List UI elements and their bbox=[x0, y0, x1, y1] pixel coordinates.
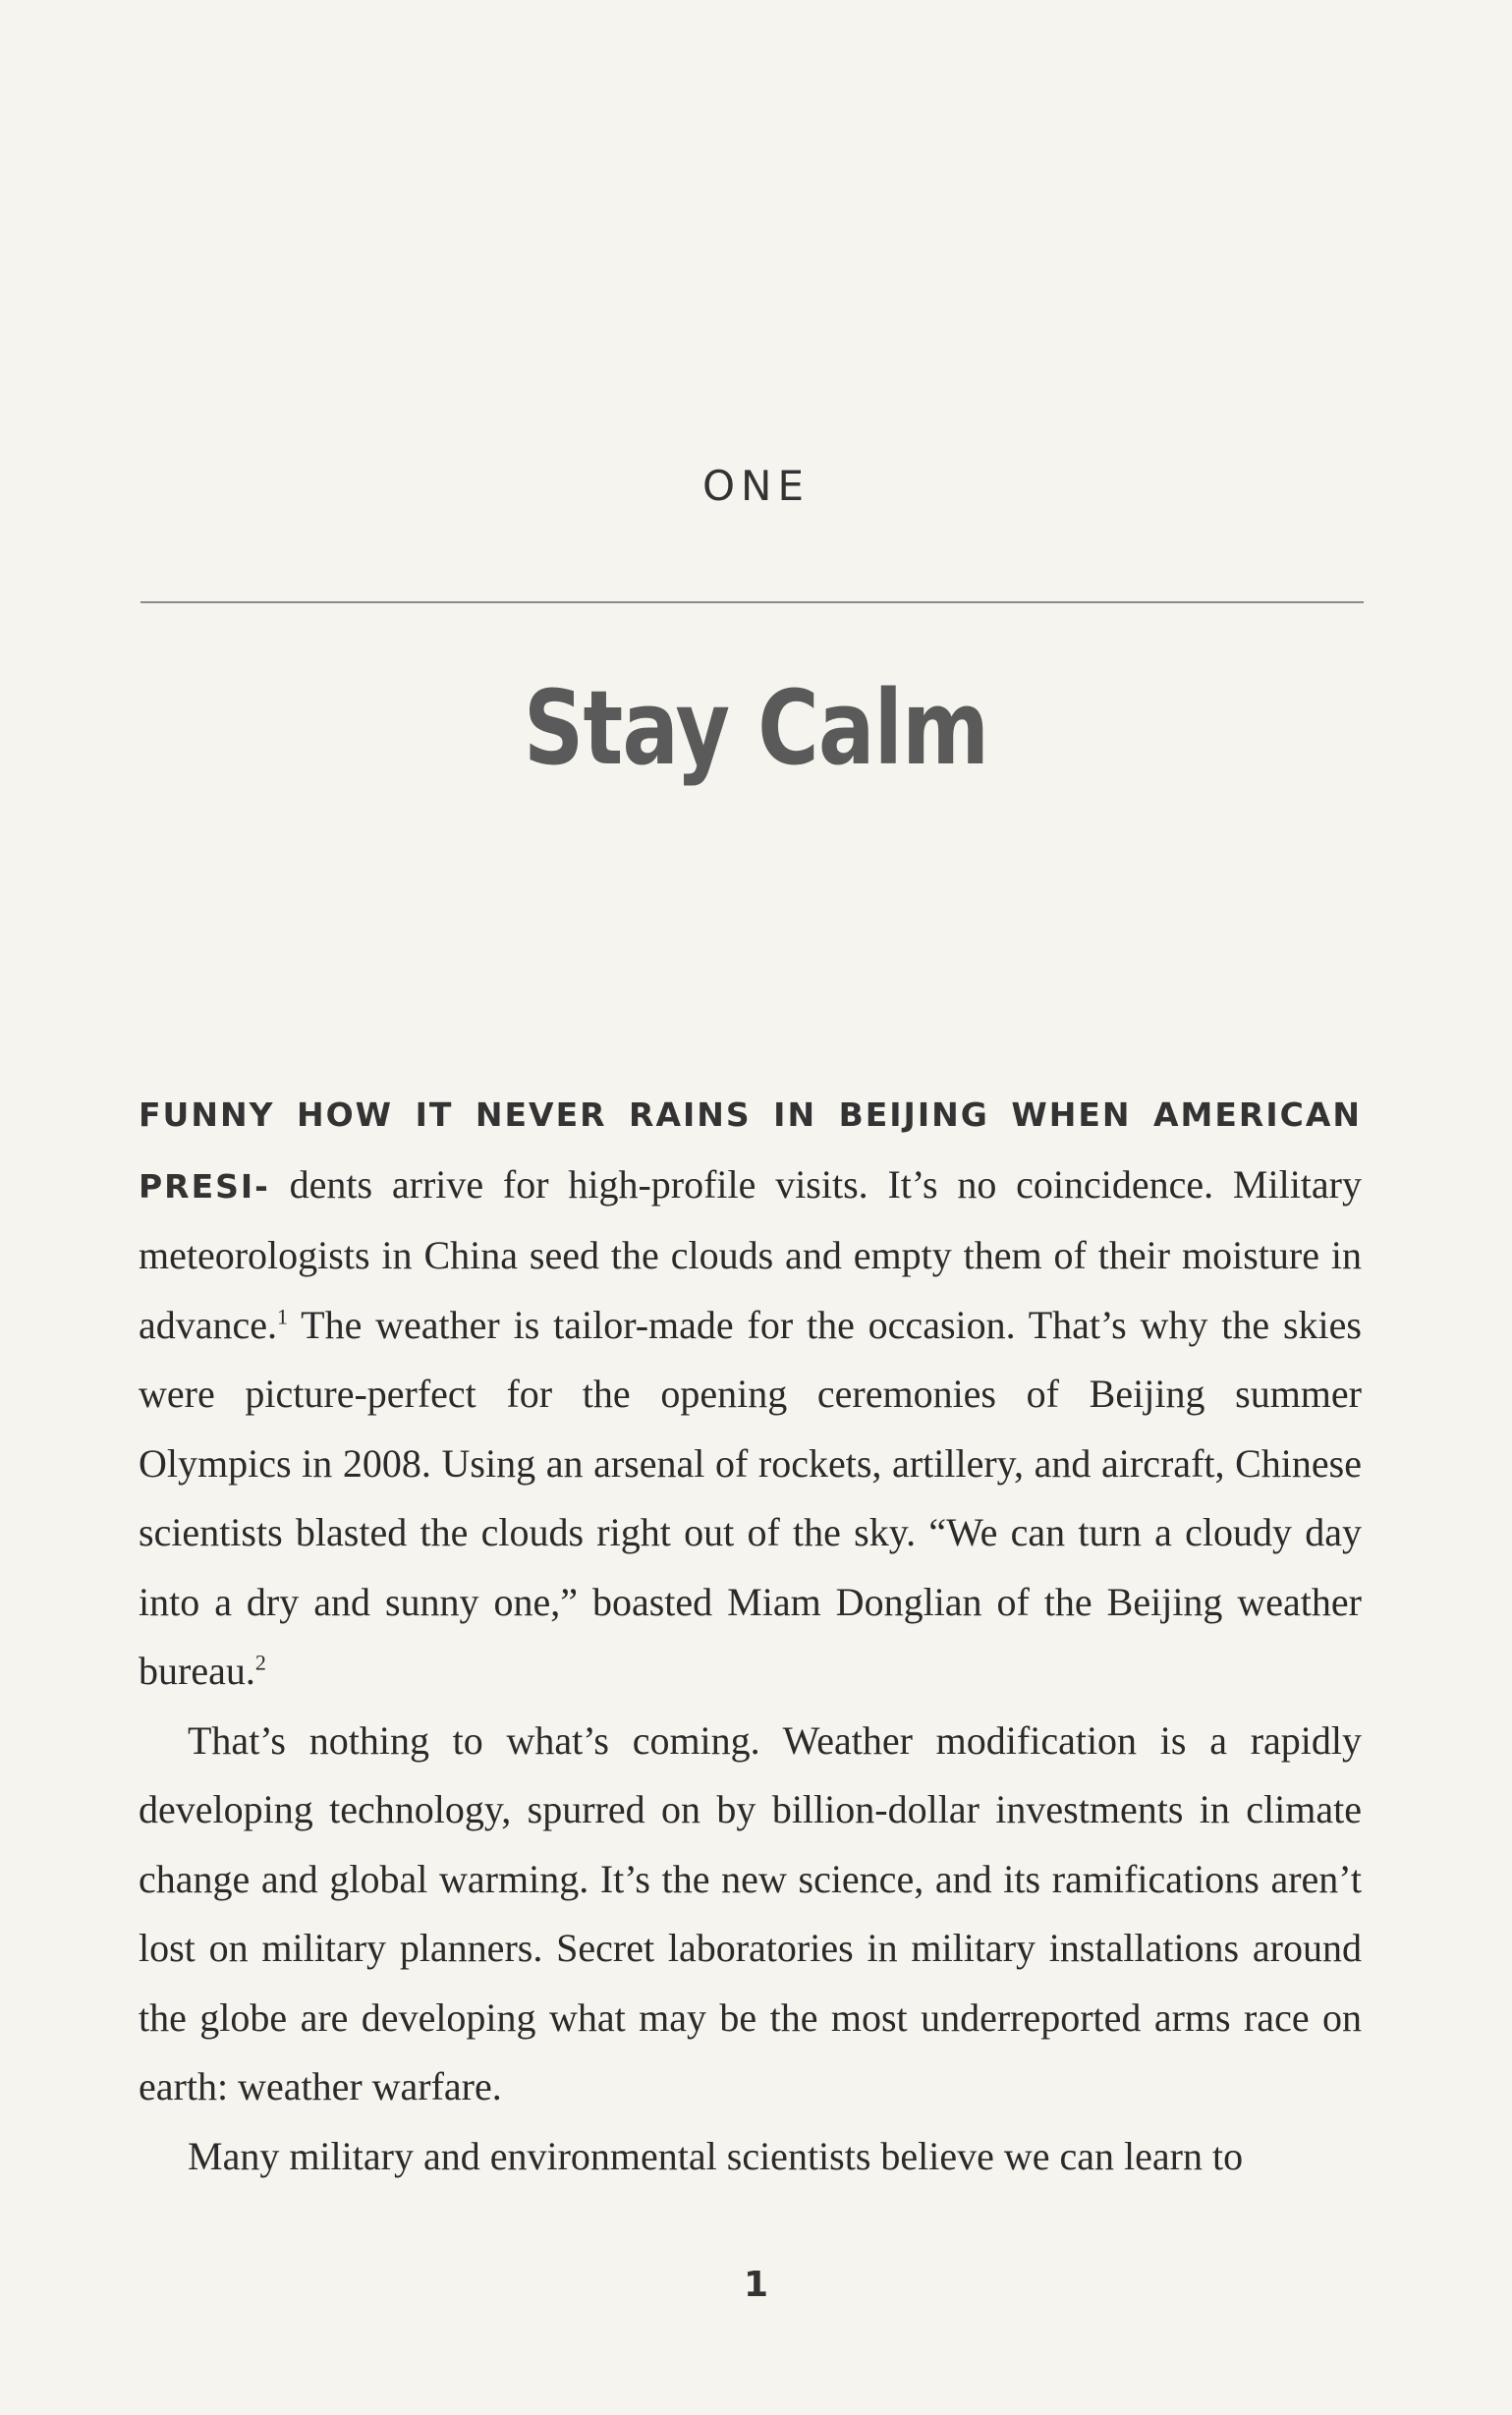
footnote-ref-2: 2 bbox=[254, 1650, 266, 1675]
footnote-ref-1: 1 bbox=[277, 1304, 289, 1329]
paragraph-1 bbox=[139, 1079, 1362, 1707]
chapter-title: Stay Calm bbox=[523, 668, 989, 788]
paragraph-1-text-part-1: dents arrive for high-profile visits. It’s no coincidence. Military meteorologists in China seed the clouds and empty them of their moisture in advance. bbox=[139, 1161, 1362, 1347]
chapter-divider bbox=[140, 601, 1364, 603]
paragraph-1-text-part-2: The weather is tailor-made for the occasion. That’s why the skies were picture-perfect for the opening ceremonies of Beijing summer Olympics in 2008. Using an arsenal of rockets, artillery, and aircraft, Chinese scientists blasted the clouds right out of the sky. “We can turn a cloudy day into a dry and sunny one,” boasted Miam Donglian of the Beijing weather bureau. bbox=[139, 1302, 1362, 1693]
body-text bbox=[139, 1079, 1362, 2191]
paragraph-3: Many military and environmental scientists believe we can learn to bbox=[188, 2133, 1244, 2178]
paragraph-2: That’s nothing to what’s coming. Weather modification is a rapidly developing technology, spurred on by billion-dollar investments in climate change and global warming. It’s the new science, and its ramifications aren’t lost on military planners. Secret laboratories in military installations around the globe are developing what may be the most underreported arms race on earth: weather warfare. bbox=[139, 1717, 1362, 2108]
lead-in: FUNNY HOW IT NEVER RAINS IN BEIJING WHEN AMERICAN PRESI- bbox=[139, 1095, 1362, 1206]
chapter-number: ONE bbox=[701, 462, 810, 510]
page-number: 1 bbox=[743, 2265, 769, 2305]
